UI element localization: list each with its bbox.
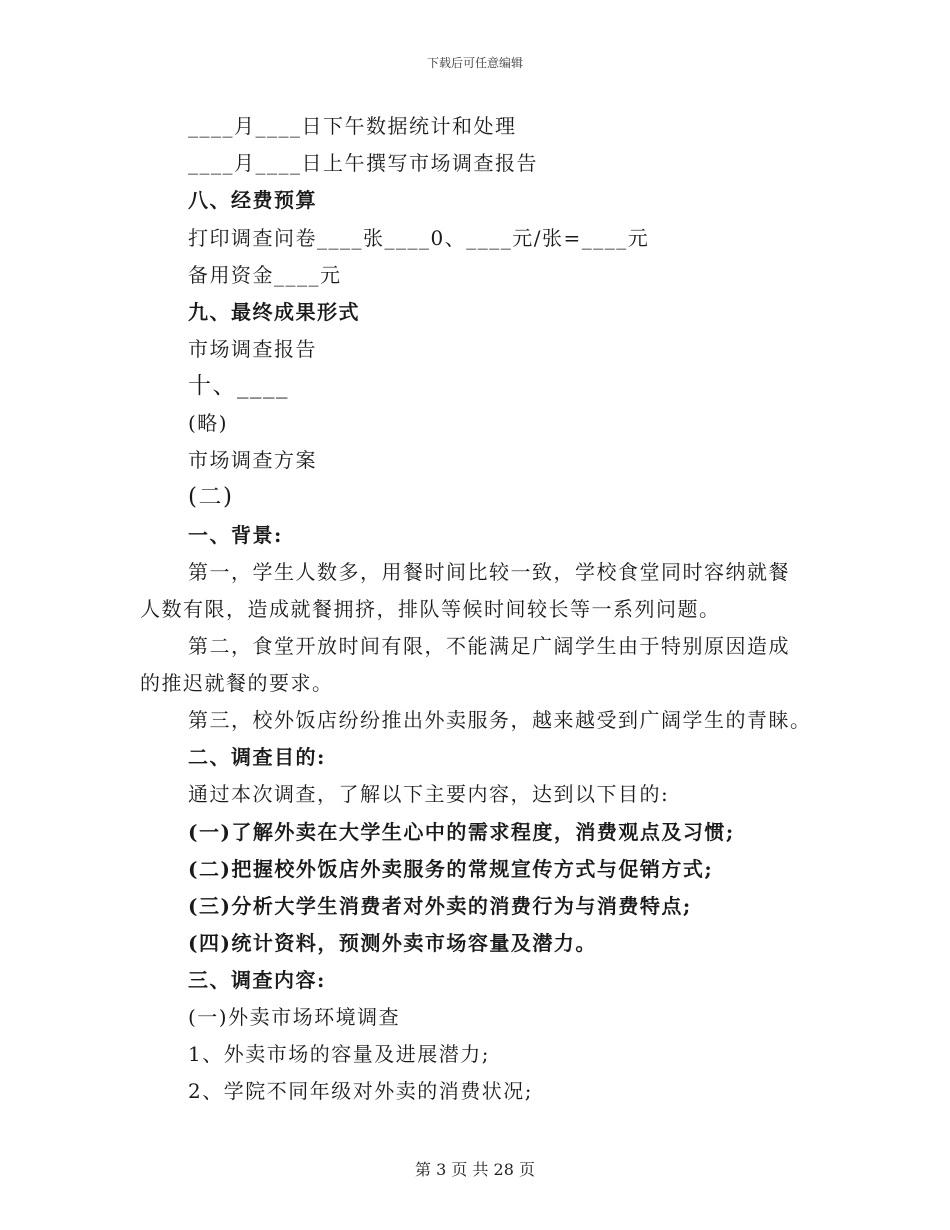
budget-line-print: 打印调查问卷____张____0、____元/张=____元 xyxy=(188,226,650,250)
section-heading-content: 三、调查内容: xyxy=(188,968,326,992)
paragraph-line: 第三，校外饭店纷纷推出外卖服务，越来越受到广阔学生的青睐。 xyxy=(188,708,812,732)
doc-title: 市场调查方案 xyxy=(188,448,317,472)
omitted-line: (略) xyxy=(188,411,229,435)
section-heading-ten: 十、____ xyxy=(188,373,289,399)
page-footer: 第 3 页 共 28 页 xyxy=(415,1160,535,1179)
paragraph-line: 通过本次调查，了解以下主要内容，达到以下目的: xyxy=(188,782,670,806)
schedule-line-1: ____月____日下午数据统计和处理 xyxy=(188,114,517,138)
doc-subtitle: (二) xyxy=(188,484,234,510)
section-heading-result: 九、最终成果形式 xyxy=(188,300,360,324)
schedule-line-2: ____月____日上午撰写市场调查报告 xyxy=(188,151,538,175)
paragraph-line: 人数有限，造成就餐拥挤，排队等候时间较长等一系列问题。 xyxy=(140,597,721,621)
purpose-item: (二)把握校外饭店外卖服务的常规宣传方式与促销方式; xyxy=(188,857,714,881)
section-heading-purpose: 二、调查目的: xyxy=(188,745,326,769)
section-heading-budget: 八、经费预算 xyxy=(188,188,317,212)
result-line: 市场调查报告 xyxy=(188,337,317,361)
page-header: 下载后可任意编辑 xyxy=(426,56,523,70)
purpose-item: (一)了解外卖在大学生心中的需求程度，消费观点及习惯; xyxy=(188,820,735,844)
budget-line-reserve: 备用资金____元 xyxy=(188,263,342,287)
list-item: 1、外卖市场的容量及进展潜力; xyxy=(188,1042,490,1066)
list-item: 2、学院不同年级对外卖的消费状况; xyxy=(188,1079,533,1103)
purpose-item: (三)分析大学生消费者对外卖的消费行为与消费特点; xyxy=(188,894,692,918)
section-heading-background: 一、背景: xyxy=(188,523,283,547)
purpose-item: (四)统计资料，预测外卖市场容量及潜力。 xyxy=(188,931,597,955)
paragraph-line: 第一，学生人数多，用餐时间比较一致，学校食堂同时容纳就餐 xyxy=(188,560,790,584)
paragraph-line: 的推迟就餐的要求。 xyxy=(140,671,334,695)
subsection-heading: (一)外卖市场环境调查 xyxy=(188,1005,401,1029)
paragraph-line: 第二，食堂开放时间有限，不能满足广阔学生由于特别原因造成 xyxy=(188,634,790,658)
